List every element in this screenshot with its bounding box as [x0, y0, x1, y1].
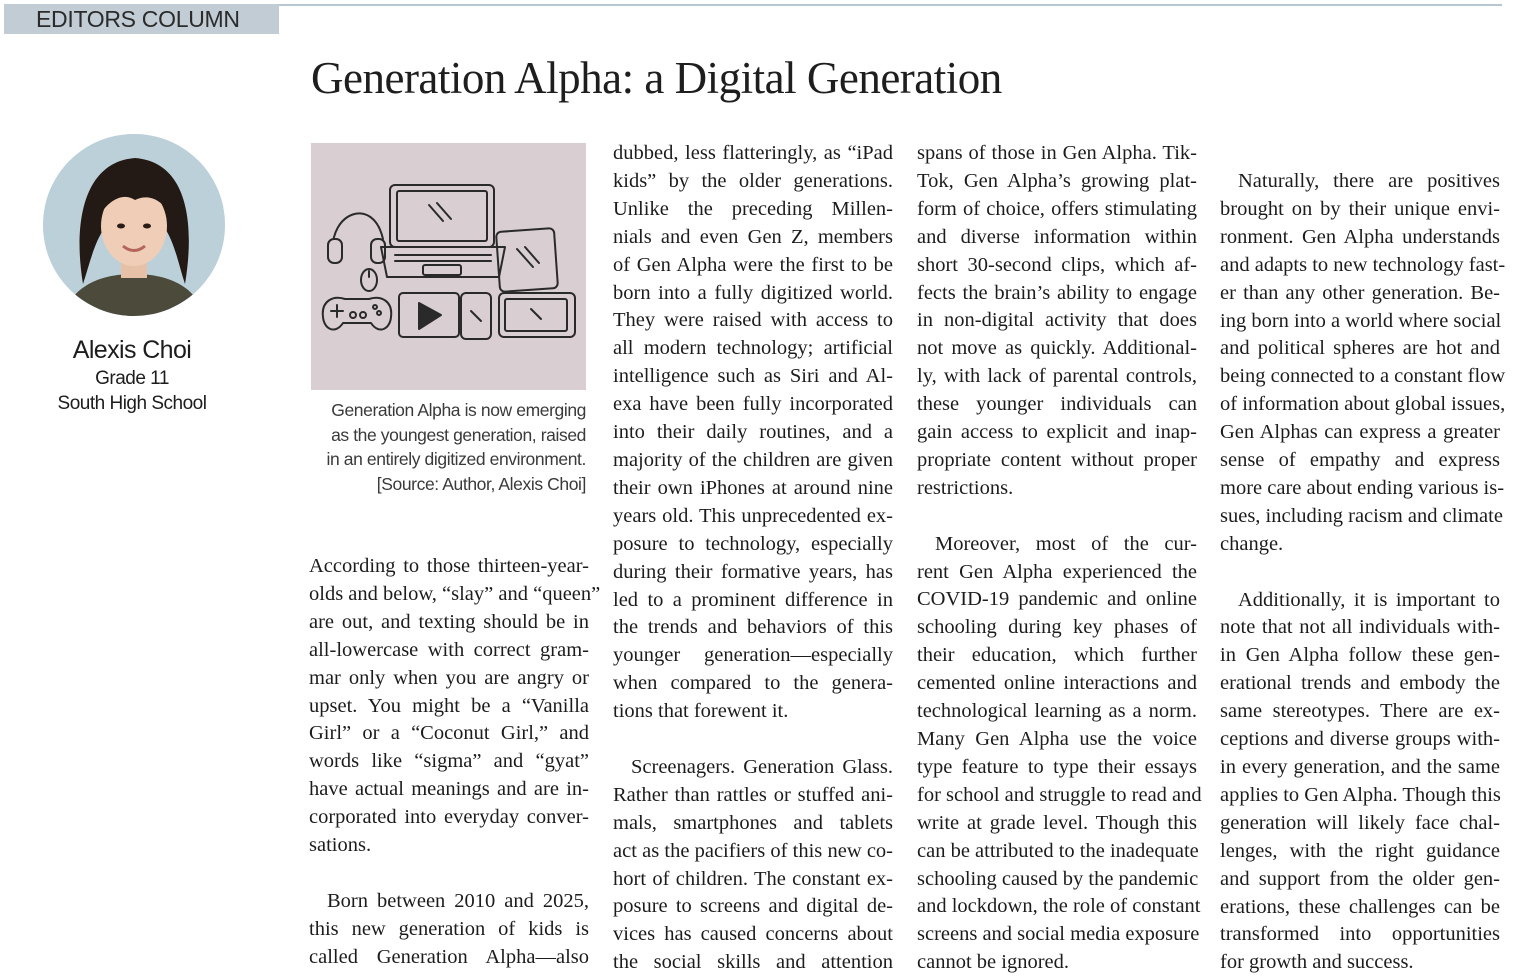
paragraph-gap [917, 503, 1197, 531]
text-line: are out, and texting should be in [309, 610, 589, 633]
text-line: in non-digital activity that does [917, 309, 1197, 332]
text-line: being connected to a constant flow [1220, 365, 1506, 388]
text-line: Rather than rattles or stuffed ani- [613, 783, 893, 806]
text-line: all modern technology; artificial [613, 337, 893, 360]
text-line: form of choice, offers stimulating [917, 197, 1197, 220]
text-line: Moreover, most of the cur- [935, 532, 1197, 555]
text-line: mar only when you are angry or [309, 666, 589, 689]
text-line: words like “sigma” and “gyat” [309, 750, 589, 773]
text-line: sues, including racism and climate [1220, 504, 1503, 527]
text-line: into their daily routines, and a [613, 421, 893, 444]
text-line: kids” by the older generations. [613, 169, 893, 192]
text-line: lenges, with the right guidance [1220, 839, 1500, 862]
paragraph-gap [1220, 559, 1500, 587]
text-line: mals, smartphones and tablets [613, 811, 893, 834]
text-line: can be attributed to the inadequate [917, 839, 1199, 862]
text-line: all-lowercase with correct gram- [309, 638, 589, 661]
text-line: olds and below, “slay” and “queen” [309, 582, 601, 605]
text-line: vices has caused concerns about [613, 923, 893, 946]
text-line: exa have been fully incorporated [613, 393, 893, 416]
text-line: for growth and success. [1220, 951, 1414, 974]
text-line: have actual meanings and are in- [309, 778, 589, 801]
text-line: technological learning as a norm. [917, 700, 1197, 723]
text-line: ronment. Gen Alpha understands [1220, 225, 1500, 248]
text-line: in Gen Alpha follow these gen- [1220, 644, 1500, 667]
text-line: propriate content without proper [917, 448, 1197, 471]
text-line: COVID-19 pandemic and online [917, 588, 1197, 611]
text-line: same stereotypes. There are ex- [1220, 700, 1500, 723]
text-line: erational trends and embody the [1220, 672, 1500, 695]
text-line: led to a prominent difference in [613, 588, 893, 611]
text-line: younger generation—especially [613, 644, 893, 667]
text-line: gain access to explicit and inap- [917, 421, 1197, 444]
text-line: their education, which further [917, 644, 1197, 667]
text-line: posure to screens and digital de- [613, 895, 893, 918]
text-line: ing born into a world where social [1220, 309, 1502, 332]
page-title: Generation Alpha: a Digital Generation [311, 53, 1002, 103]
author-name: Alexis Choi [72, 336, 192, 364]
text-line: schooling during key phases of [917, 616, 1197, 639]
text-line: fects the brain’s ability to engage [917, 281, 1197, 304]
text-line: nials and even Gen Z, members [613, 225, 893, 248]
text-line: and lockdown, the role of constant [917, 895, 1201, 918]
text-line: majority of the children are given [613, 448, 893, 471]
text-line: dubbed, less flatteringly, as “iPad [613, 142, 893, 164]
text-line: sations. [309, 834, 372, 857]
article-column-1 [309, 553, 601, 972]
text-line: Screenagers. Generation Glass. [631, 755, 893, 778]
author-photo [43, 134, 225, 316]
text-line: According to those thirteen-year- [309, 555, 589, 577]
text-line: of information about global issues, [1220, 393, 1506, 416]
text-line: and diverse information within [917, 225, 1197, 248]
text-line: er than any other generation. Be- [1220, 281, 1500, 304]
text-line: not move as quickly. Additional- [917, 337, 1197, 360]
text-line: spans of those in Gen Alpha. Tik- [917, 142, 1197, 164]
text-line: note that not all individuals with- [1220, 616, 1500, 639]
text-line: type feature to type their essays [917, 755, 1197, 778]
caption-line: Generation Alpha is now emerging [331, 400, 586, 420]
text-line: born into a fully digitized world. [613, 281, 893, 304]
text-line: act as the pacifiers of this new co- [613, 839, 893, 862]
text-line: more care about ending various is- [1220, 476, 1505, 499]
text-line: called Generation Alpha—also [309, 945, 589, 968]
text-line: posure to technology, especially [613, 532, 893, 555]
text-line: change. [1220, 532, 1284, 555]
paragraph-gap [613, 726, 893, 754]
text-line: the social skills and attention [613, 951, 893, 974]
article-column-2 [613, 140, 893, 977]
text-line: their own iPhones at around nine [613, 476, 893, 499]
section-tag: EDITORS COLUMN [4, 4, 279, 34]
text-line: upset. You might be a “Vanilla [309, 694, 589, 717]
text-line: short 30-second clips, which af- [917, 253, 1197, 276]
text-line: when compared to the genera- [613, 672, 893, 695]
author-grade: Grade 11 [95, 368, 169, 389]
text-line: cannot be ignored. [917, 951, 1069, 974]
text-line: Naturally, there are positives [1238, 170, 1500, 192]
text-line: during their formative years, has [613, 560, 893, 583]
text-line: for school and struggle to read and [917, 783, 1202, 806]
text-line: restrictions. [917, 476, 1014, 499]
caption-line: in an entirely digitized environment. [326, 449, 586, 469]
article-column-4 [1220, 168, 1506, 977]
caption-source: [Source: Author, Alexis Choi] [376, 473, 586, 494]
text-line: of Gen Alpha were the first to be [613, 253, 893, 276]
text-line: screens and social media exposure [917, 923, 1200, 946]
text-line: Gen Alphas can express a greater [1220, 421, 1500, 444]
text-line: ly, with lack of parental controls, [917, 365, 1197, 388]
devices-illustration [311, 143, 586, 390]
text-line: Additionally, it is important to [1238, 588, 1500, 611]
text-line: this new generation of kids is [309, 917, 589, 940]
article-column-3 [917, 140, 1202, 977]
text-line: Tok, Gen Alpha’s growing plat- [917, 169, 1197, 192]
text-line: hort of children. The constant ex- [613, 867, 893, 890]
text-line: ceptions and diverse groups with- [1220, 728, 1500, 751]
text-line: rent Gen Alpha experienced the [917, 560, 1197, 583]
text-line: schooling caused by the pandemic [917, 867, 1199, 890]
text-line: and support from the older gen- [1220, 867, 1500, 890]
text-line: and adapts to new technology fast- [1220, 253, 1506, 276]
author-school: South High School [57, 393, 207, 414]
text-line: Born between 2010 and 2025, [327, 889, 589, 912]
text-line: write at grade level. Though this [917, 811, 1197, 834]
text-line: Many Gen Alpha use the voice [917, 728, 1197, 751]
text-line: Girl” or a “Coconut Girl,” and [309, 722, 589, 745]
text-line: cemented online interactions and [917, 672, 1197, 695]
text-line: brought on by their unique envi- [1220, 197, 1500, 220]
text-line: tions that forewent it. [613, 700, 789, 723]
text-line: these younger individuals can [917, 393, 1197, 416]
text-line: the trends and behaviors of this [613, 616, 893, 639]
text-line: transformed into opportunities [1220, 923, 1500, 946]
text-line: intelligence such as Siri and Al- [613, 365, 893, 388]
text-line: applies to Gen Alpha. Though this [1220, 783, 1501, 806]
paragraph-gap [309, 860, 589, 888]
figure-caption [300, 398, 586, 496]
text-line: corporated into everyday conver- [309, 806, 589, 829]
text-line: in every generation, and the same [1220, 756, 1500, 779]
text-line: and political spheres are hot and [1220, 337, 1500, 360]
text-line: sense of empathy and express [1220, 449, 1500, 472]
caption-line: as the youngest generation, raised [331, 424, 586, 445]
text-line: They were raised with access to [613, 309, 893, 332]
text-line: generation will likely face chal- [1220, 811, 1500, 834]
text-line: Unlike the preceding Millen- [613, 197, 893, 220]
text-line: erations, these challenges can be [1220, 895, 1500, 918]
author-info [12, 334, 252, 416]
text-line: years old. This unprecedented ex- [613, 504, 893, 527]
